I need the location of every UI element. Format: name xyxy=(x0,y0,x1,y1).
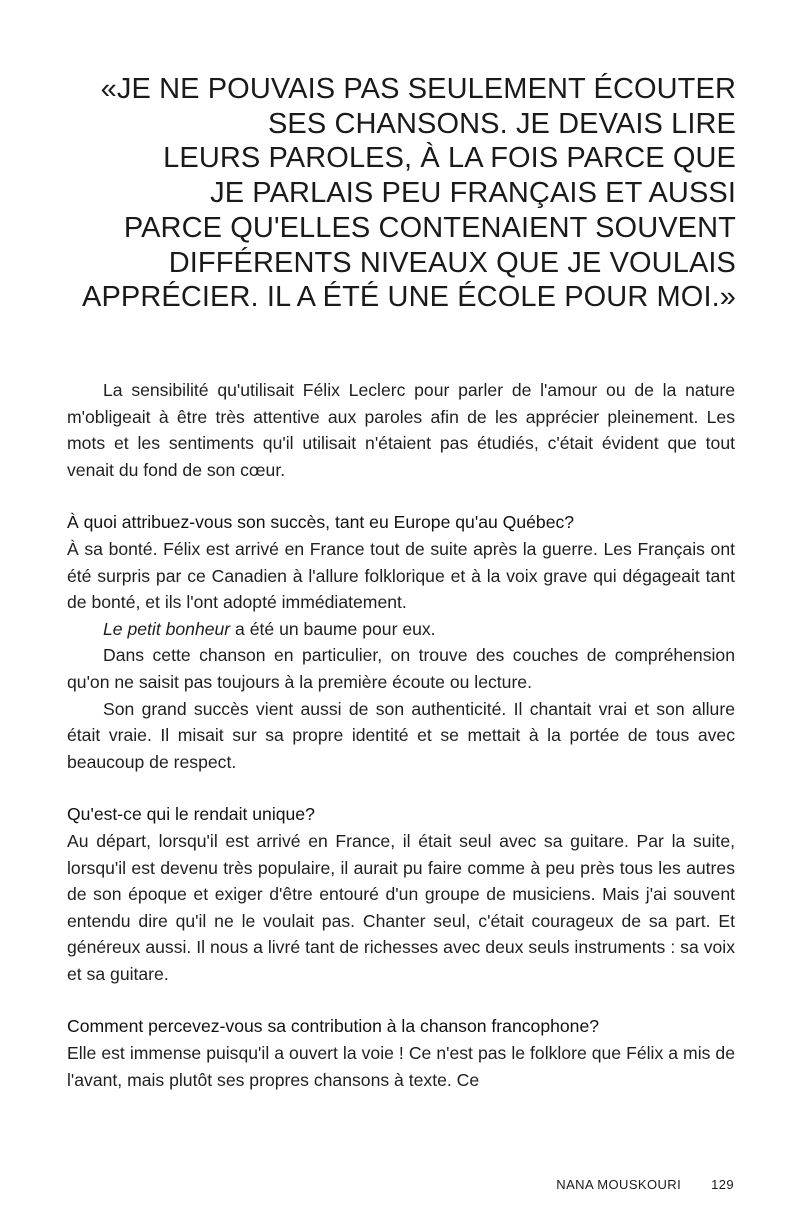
answer-paragraph: Son grand succès vient aussi de son authenticité. Il chantait vrai et son allure était vraie. Il misait sur sa propre identité et se mettait à la portée de tous avec beaucoup de respect. xyxy=(67,698,735,772)
pull-quote-line: SES CHANSONS. JE DEVAIS LIRE xyxy=(267,107,736,140)
song-title: Le petit bonheur xyxy=(103,618,231,639)
section-gap xyxy=(67,775,735,801)
section-gap xyxy=(67,987,735,1013)
section-gap xyxy=(67,483,735,509)
answer-paragraph: À sa bonté. Félix est arrivé en France tout de suite après la guerre. Les Français ont été surpris par ce Canadien à l'allure folklorique et à la voix grave qui dégageait tant de bonté, et ils l'ont adopté immédiatement. xyxy=(67,538,735,613)
intro-paragraph: La sensibilité qu'utilisait Félix Leclerc pour parler de l'amour ou de la nature m'obligeait à être très attentive aux paroles afin de les apprécier pleinement. Les mots et les sentiments qu'il utilisait n'étaient pas étudiés, c'était évident que tout venait du fond de son cœur. xyxy=(67,380,735,480)
page-footer xyxy=(556,1177,734,1192)
page-number: 129 xyxy=(711,1177,734,1192)
question-heading: À quoi attribuez-vous son succès, tant eu Europe qu'au Québec? xyxy=(67,512,575,533)
pull-quote-line: LEURS PAROLES, À LA FOIS PARCE QUE xyxy=(163,142,736,175)
pull-quote-line: «JE NE POUVAIS PAS SEULEMENT ÉCOUTER xyxy=(100,73,736,105)
question-heading: Comment percevez-vous sa contribution à la chanson francophone? xyxy=(67,1016,600,1037)
pull-quote-line: JE PARLAIS PEU FRANÇAIS ET AUSSI xyxy=(210,177,736,210)
answer-paragraph: Au départ, lorsqu'il est arrivé en France, il était seul avec sa guitare. Par la suite, lorsqu'il est devenu très populaire, il aurait pu faire comme à peu près tous les autres de son époque et exiger d'être entouré d'un groupe de musiciens. Mais j'ai souvent entendu dire qu'il ne le voulait pas. Chanter seul, c'était courageux de sa part. Et généreux aussi. Il nous a livré tant de richesses avec deux seuls instruments : sa voix et sa guitare. xyxy=(67,830,735,984)
pull-quote xyxy=(60,72,736,315)
answer-paragraph: Dans cette chanson en particulier, on trouve des couches de compréhension qu'on ne saisit pas toujours à la première écoute ou lecture. xyxy=(67,645,735,692)
question-heading: Qu'est-ce qui le rendait unique? xyxy=(67,804,315,825)
song-sentence: a été un baume pour eux. xyxy=(230,618,436,639)
answer-paragraph xyxy=(67,616,735,643)
pull-quote-line: APPRÉCIER. IL A ÉTÉ UNE ÉCOLE POUR MOI.» xyxy=(82,281,736,314)
pull-quote-line: DIFFÉRENTS NIVEAUX QUE JE VOULAIS xyxy=(168,246,736,279)
answer-paragraph: Elle est immense puisqu'il a ouvert la voie ! Ce n'est pas le folklore que Félix a mis de l'avant, mais plutôt ses propres chansons à texte. Ce xyxy=(67,1043,735,1090)
running-footer-author: NANA MOUSKOURI xyxy=(556,1177,682,1192)
article-body xyxy=(67,377,735,1093)
pull-quote-line: PARCE QU'ELLES CONTENAIENT SOUVENT xyxy=(123,211,736,244)
